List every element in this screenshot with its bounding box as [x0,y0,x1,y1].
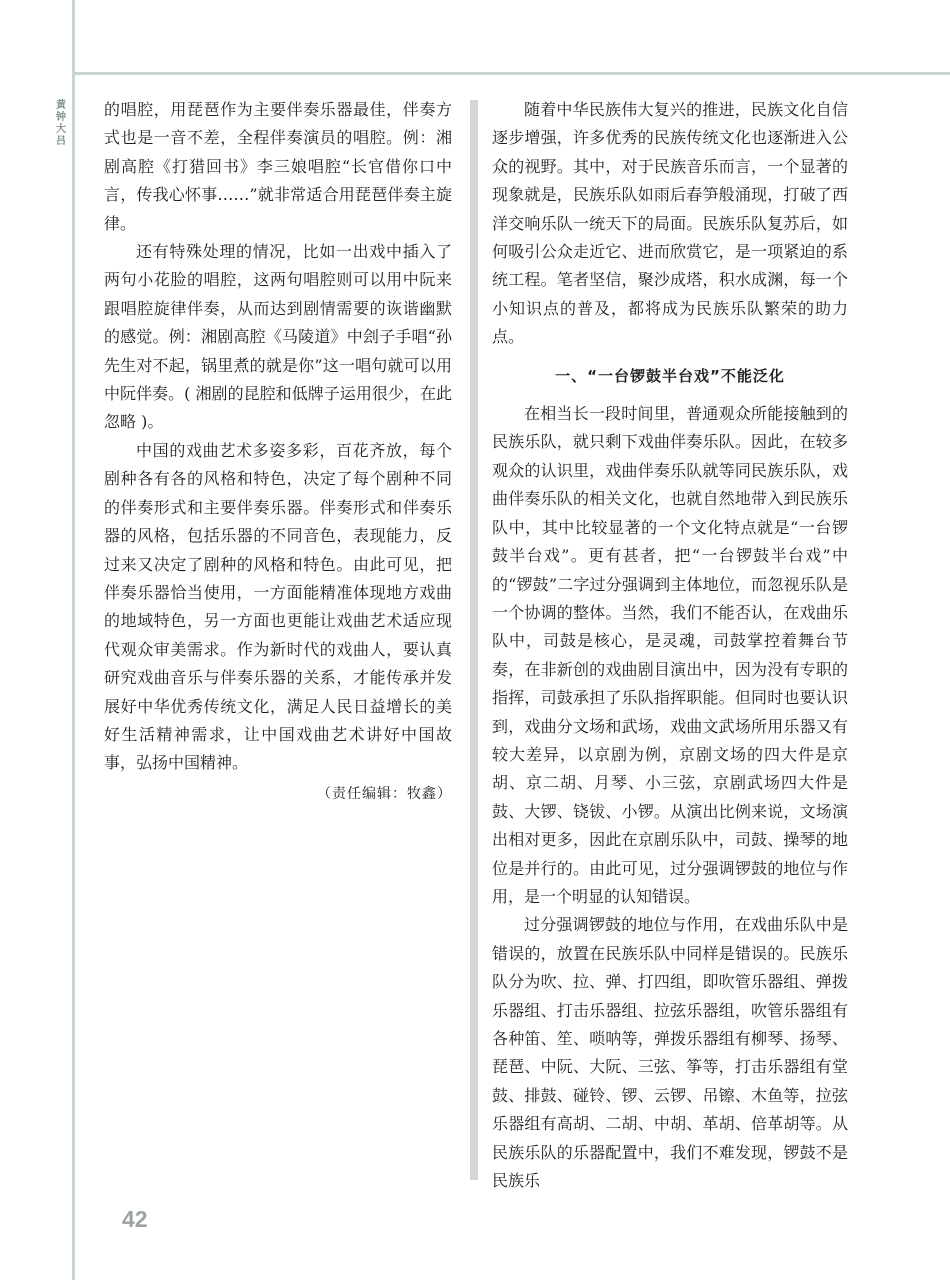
responsible-editor-credit: （责任编辑：牧鑫） [317,785,452,802]
left-text-column [104,96,452,808]
left-paragraph-3: 中国的戏曲艺术多姿多彩，百花齐放，每个剧种各有各的风格和特色，决定了每个剧种不同的伴奏形式和主要伴奏乐器。伴奏形式和伴奏乐器的风格，包括乐器的不同音色，表现能力，反过来又决定了剧种的风格和特色。由此可见，把伴奏乐器恰当使用，一方面能精准体现地方戏曲的地域特色，另一方面也更能让戏曲艺术适应现代观众审美需求。作为新时代的戏曲人，要认真研究戏曲音乐与伴奏乐器的关系，才能传承并发展好中华优秀传统文化，满足人民日益增长的美好生活精神需求，让中国戏曲艺术讲好中国故事，弘扬中国精神。 [104,440,452,773]
left-margin-rule [72,0,75,1280]
column-section-label: 黄钟大吕 [56,100,66,147]
right-paragraph-2: 在相当长一段时间里，普通观众所能接触到的民族乐队，就只剩下戏曲伴奏乐队。因此，在较多观众的认识里，戏曲伴奏乐队就等同民族乐队，戏曲伴奏乐队的相关文化，也就自然地带入到民族乐队中，其中比较显著的一个文化特点就是“一台锣鼓半台戏”。更有甚者，把“一台锣鼓半台戏”中的“锣鼓”二字过分强调到主体地位，而忽视乐队是一个协调的整体。当然，我们不能否认，在戏曲乐队中，司鼓是核心，是灵魂，司鼓掌控着舞台节奏，在非新创的戏曲剧目演出中，因为没有专职的指挥，司鼓承担了乐队指挥职能。但同时也要认识到，戏曲分文场和武场，戏曲文武场所用乐器又有较大差异，以京剧为例，京剧文场的四大件是京胡、京二胡、月琴、小三弦，京剧武场四大件是鼓、大锣、铙钹、小锣。从演出比例来说，文场演出相对更多，因此在京剧乐队中，司鼓、操琴的地位是并行的。由此可见，过分强调锣鼓的地位与作用，是一个明显的认知错误。 [492,404,848,906]
top-rule [72,72,950,75]
left-paragraph-2: 还有特殊处理的情况，比如一出戏中插入了两句小花脸的唱腔，这两句唱腔则可以用中阮来跟唱腔旋律伴奏，从而达到剧情需要的诙谐幽默的感觉。例：湘剧高腔《马陵道》中刽子手唱“孙先生对不起，锅里煮的就是你”这一唱句就可以用中阮伴奏。( 湘剧的昆腔和低牌子运用很少，在此忽略 )。 [104,242,452,432]
section-heading: 一、“一台锣鼓半台戏”不能泛化 [555,366,785,385]
right-paragraph-1: 随着中华民族伟大复兴的推进，民族文化自信逐步增强，许多优秀的民族传统文化也逐渐进入公众的视野。其中，对于民族音乐而言，一个显著的现象就是，民族乐队如雨后春笋般涌现，打破了西洋交响乐队一统天下的局面。民族乐队复苏后，如何吸引公众走近它、进而欣赏它，是一项紧迫的系统工程。笔者坚信，聚沙成塔，积水成渊，每一个小知识点的普及，都将成为民族乐队繁荣的助力点。 [492,100,848,347]
left-paragraph-1: 的唱腔，用琵琶作为主要伴奏乐器最佳，伴奏方式也是一音不差，全程伴奏演员的唱腔。例：湘剧高腔《打猎回书》李三娘唱腔“长官借你口中言，传我心怀事……”就非常适合用琵琶伴奏主旋律。 [104,100,452,233]
page-number: 42 [122,1206,148,1232]
column-divider-bar [470,100,478,1180]
right-text-column [492,96,848,1195]
right-paragraph-3: 过分强调锣鼓的地位与作用，在戏曲乐队中是错误的，放置在民族乐队中同样是错误的。民族乐队分为吹、拉、弹、打四组，即吹管乐器组、弹拨乐器组、打击乐器组、拉弦乐器组，吹管乐器组有各种笛、笙、唢呐等，弹拨乐器组有柳琴、扬琴、琵琶、中阮、大阮、三弦、筝等，打击乐器组有堂鼓、排鼓、碰铃、锣、云锣、吊镲、木鱼等，拉弦乐器组有高胡、二胡、中胡、革胡、倍革胡等。从民族乐队的乐器配置中，我们不难发现，锣鼓不是民族乐 [492,915,848,1191]
